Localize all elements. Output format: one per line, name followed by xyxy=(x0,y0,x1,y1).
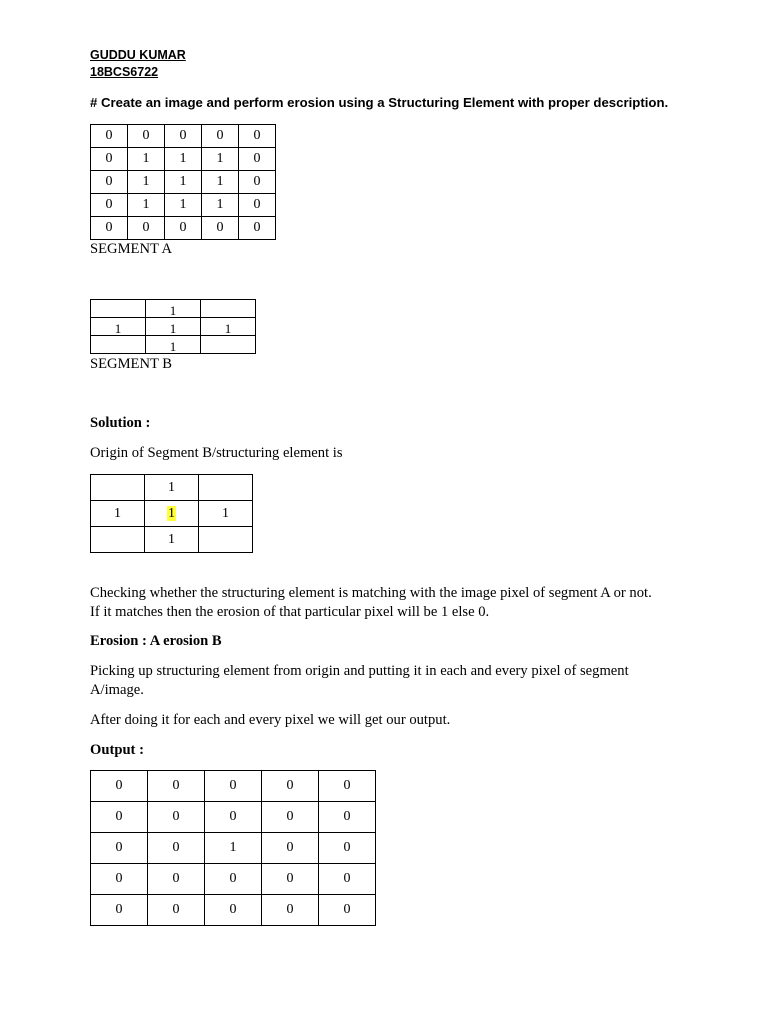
table-cell: 0 xyxy=(205,802,262,833)
table-row xyxy=(91,318,256,336)
table-cell: 0 xyxy=(205,771,262,802)
table-cell: 0 xyxy=(91,194,128,217)
table-cell xyxy=(199,475,253,501)
table-cell: 0 xyxy=(202,125,239,148)
table-cell xyxy=(201,336,256,354)
table-cell: 0 xyxy=(148,802,205,833)
table-cell: 0 xyxy=(205,895,262,926)
origin-cell xyxy=(145,501,199,527)
table-cell: 1 xyxy=(145,527,199,553)
table-cell xyxy=(201,300,256,318)
origin-table xyxy=(90,474,253,553)
table-cell: 1 xyxy=(202,148,239,171)
table-cell: 0 xyxy=(239,125,276,148)
segment-b-table xyxy=(90,299,256,354)
roll-number: 18BCS6722 xyxy=(90,65,159,79)
table-row xyxy=(91,527,253,553)
table-cell xyxy=(199,527,253,553)
origin-text: Origin of Segment B/structuring element is xyxy=(90,445,343,461)
table-cell: 1 xyxy=(145,475,199,501)
segment-b-caption: SEGMENT B xyxy=(90,356,173,372)
table-cell xyxy=(91,336,146,354)
table-cell: 0 xyxy=(262,802,319,833)
table-cell xyxy=(91,475,145,501)
table-cell: 1 xyxy=(128,194,165,217)
table-cell: 0 xyxy=(262,771,319,802)
table-cell: 0 xyxy=(91,895,148,926)
segment-a-caption: SEGMENT A xyxy=(90,241,173,257)
table-row xyxy=(91,336,256,354)
table-cell: 0 xyxy=(165,217,202,240)
table-cell: 0 xyxy=(128,125,165,148)
table-cell: 0 xyxy=(148,895,205,926)
table-cell: 1 xyxy=(201,318,256,336)
table-cell: 0 xyxy=(91,771,148,802)
table-cell: 0 xyxy=(319,895,376,926)
erosion-heading: Erosion : A erosion B xyxy=(90,633,222,649)
table-cell: 1 xyxy=(91,318,146,336)
table-cell: 1 xyxy=(128,171,165,194)
table-cell: 1 xyxy=(146,318,201,336)
table-row xyxy=(91,125,276,148)
table-cell: 1 xyxy=(165,194,202,217)
table-cell: 0 xyxy=(148,833,205,864)
table-cell: 0 xyxy=(91,171,128,194)
segment-a-table xyxy=(90,124,276,240)
table-row xyxy=(91,802,376,833)
table-cell xyxy=(91,527,145,553)
table-cell: 0 xyxy=(239,171,276,194)
table-cell: 0 xyxy=(262,864,319,895)
table-cell: 0 xyxy=(148,771,205,802)
table-cell: 0 xyxy=(239,217,276,240)
output-table xyxy=(90,770,376,926)
table-cell: 1 xyxy=(205,833,262,864)
table-cell: 0 xyxy=(91,148,128,171)
table-cell: 0 xyxy=(128,217,165,240)
table-cell: 0 xyxy=(239,194,276,217)
table-row xyxy=(91,771,376,802)
after-text: After doing it for each and every pixel we will get our output. xyxy=(90,712,451,728)
output-heading: Output : xyxy=(90,742,144,758)
table-row xyxy=(91,148,276,171)
table-cell: 0 xyxy=(91,833,148,864)
table-cell: 1 xyxy=(202,194,239,217)
table-cell: 1 xyxy=(165,148,202,171)
table-cell: 0 xyxy=(202,217,239,240)
table-cell: 0 xyxy=(319,802,376,833)
table-cell: 0 xyxy=(91,125,128,148)
table-cell: 0 xyxy=(148,864,205,895)
checking-line-1: Checking whether the structuring element is matching with the image pixel of segment A or not. xyxy=(90,585,652,601)
table-row xyxy=(91,895,376,926)
table-cell: 1 xyxy=(165,171,202,194)
table-cell: 0 xyxy=(239,148,276,171)
table-cell: 0 xyxy=(205,864,262,895)
picking-line-2: A/image. xyxy=(90,682,144,698)
solution-heading: Solution : xyxy=(90,415,151,431)
table-cell: 0 xyxy=(319,864,376,895)
table-row xyxy=(91,171,276,194)
table-row xyxy=(91,833,376,864)
picking-line-1: Picking up structuring element from origin and putting it in each and every pixel of segment xyxy=(90,663,629,679)
table-row xyxy=(91,475,253,501)
table-cell: 1 xyxy=(146,336,201,354)
table-cell: 1 xyxy=(91,501,145,527)
table-cell: 0 xyxy=(91,217,128,240)
question-text: # Create an image and perform erosion using a Structuring Element with proper description. xyxy=(90,95,669,110)
table-row xyxy=(91,194,276,217)
table-cell: 0 xyxy=(91,864,148,895)
checking-line-2: If it matches then the erosion of that particular pixel will be 1 else 0. xyxy=(90,604,490,620)
table-cell: 0 xyxy=(319,833,376,864)
table-cell: 0 xyxy=(262,895,319,926)
table-row xyxy=(91,864,376,895)
table-cell: 0 xyxy=(262,833,319,864)
author-name: GUDDU KUMAR xyxy=(90,48,186,62)
table-cell: 1 xyxy=(202,171,239,194)
table-cell: 1 xyxy=(146,300,201,318)
table-cell: 1 xyxy=(128,148,165,171)
table-cell xyxy=(91,300,146,318)
table-cell: 0 xyxy=(91,802,148,833)
table-cell: 1 xyxy=(199,501,253,527)
table-cell: 0 xyxy=(165,125,202,148)
table-row xyxy=(91,300,256,318)
origin-highlight: 1 xyxy=(168,505,175,521)
table-cell: 0 xyxy=(319,771,376,802)
table-row xyxy=(91,501,253,527)
table-row xyxy=(91,217,276,240)
